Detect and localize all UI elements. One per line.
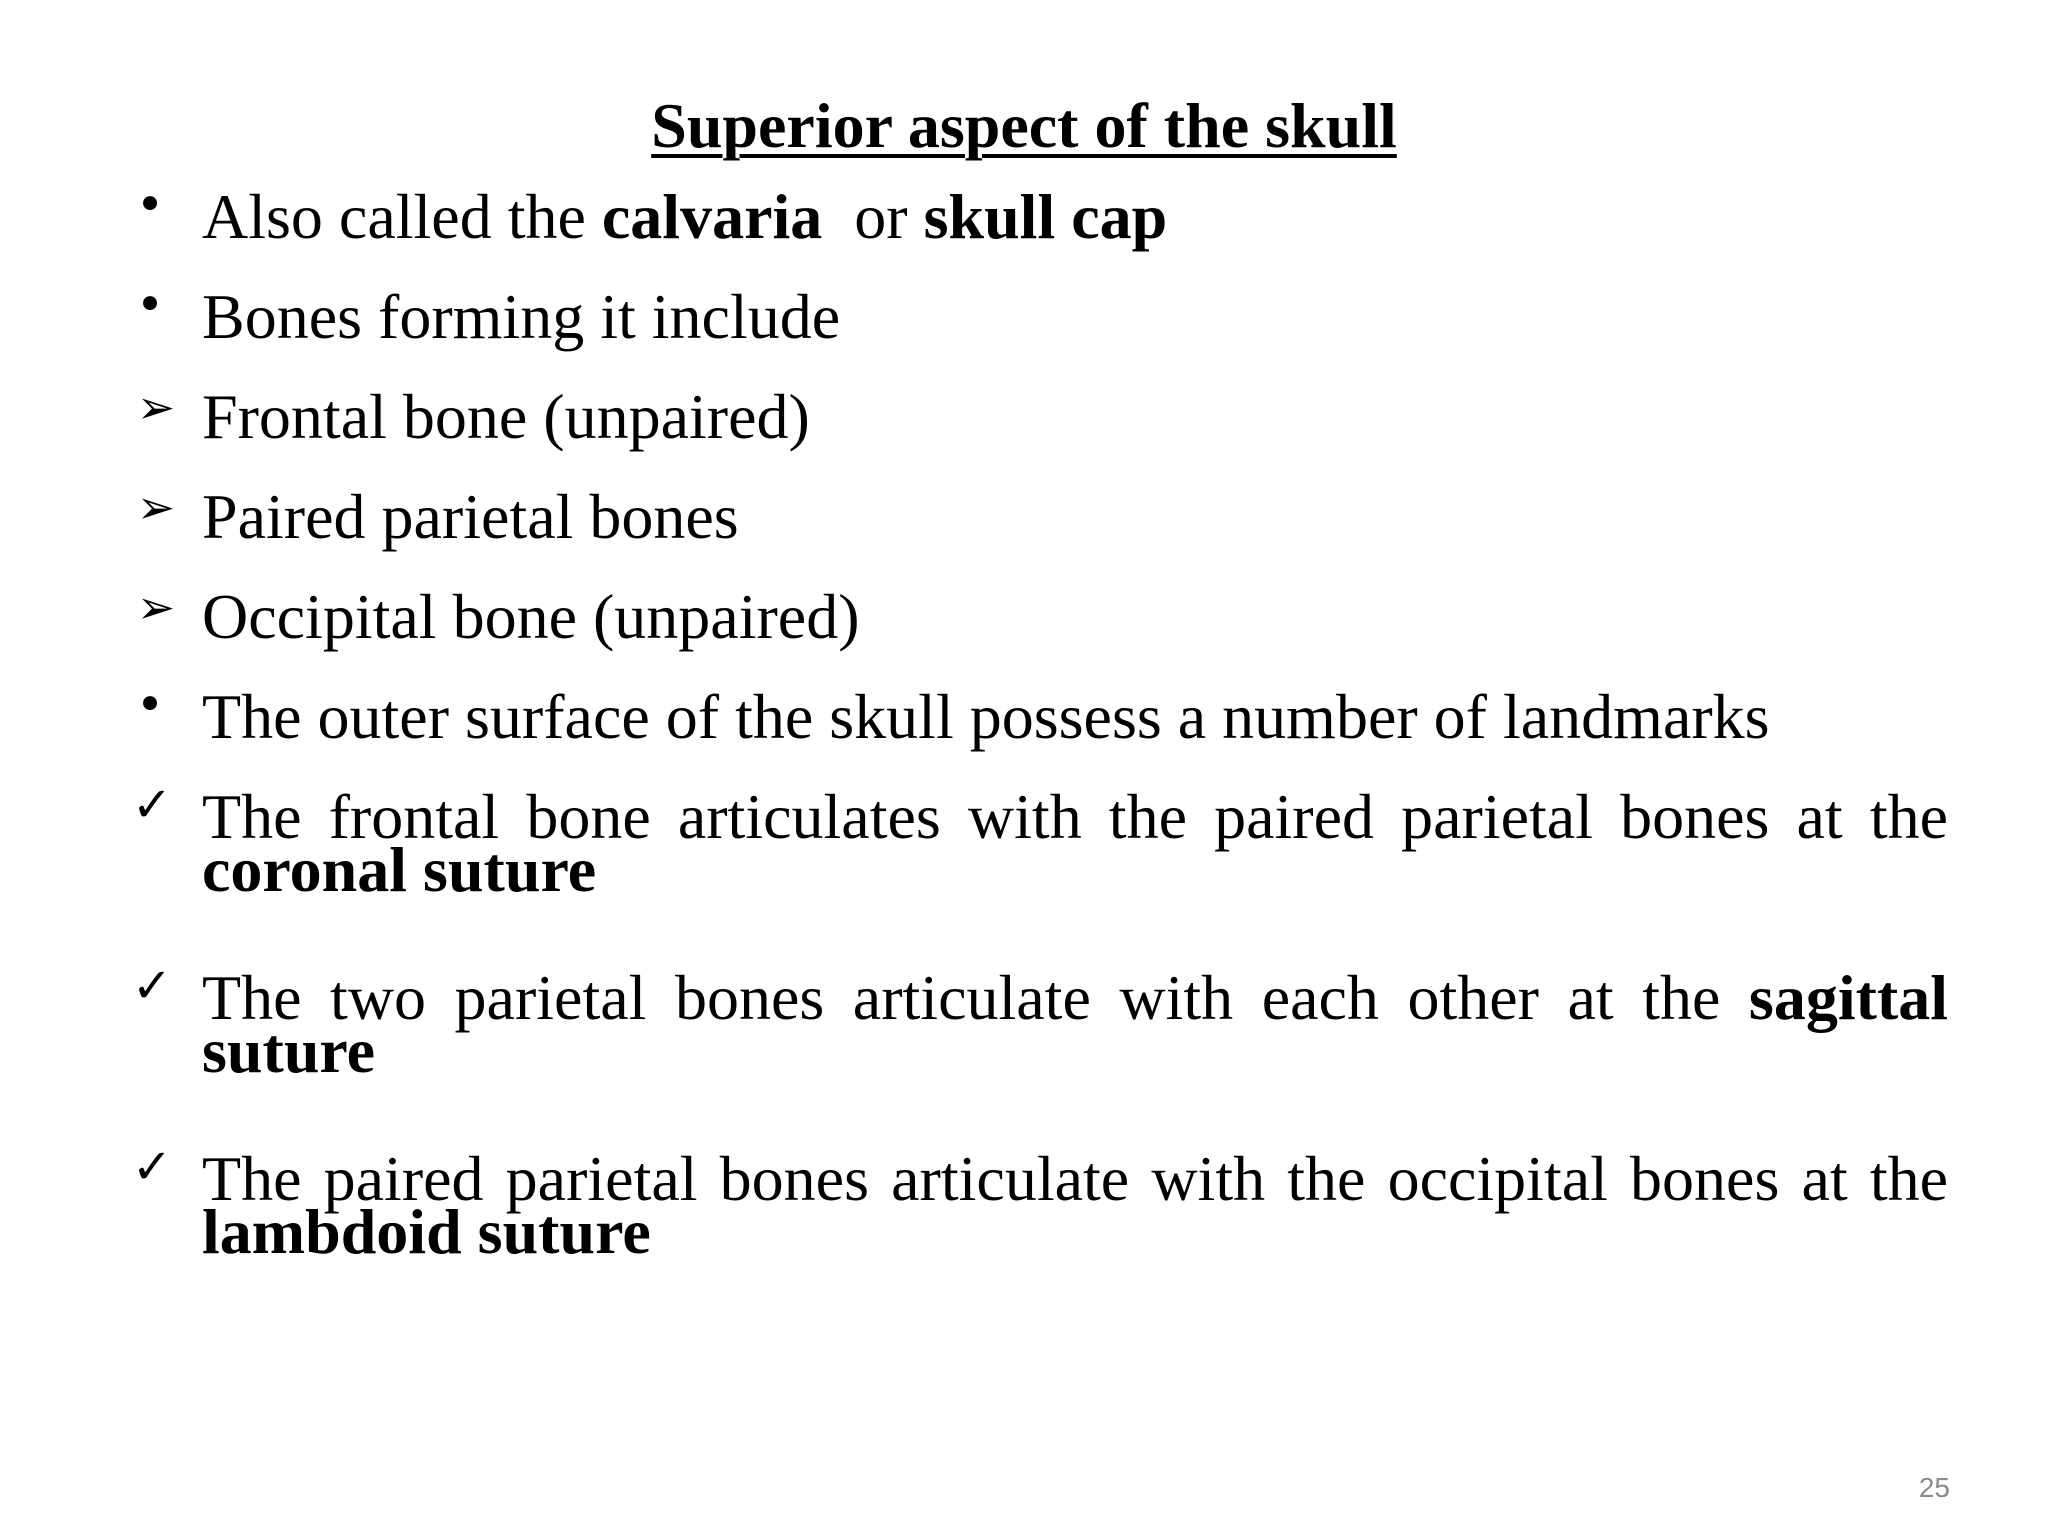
item-text-segment: The two parietal bones articulate with each other at the [202,962,1749,1033]
item-text [202,380,1948,452]
item-text [202,1142,1948,1267]
bullet-list [120,177,1948,1267]
list-item [120,580,1948,680]
list-item [120,380,1948,480]
item-text-bold: lambdoid suture [202,1196,651,1267]
arrow-bullet-icon: ➢ [136,380,176,434]
item-text-segment: The paired parietal bones articulate with the occipital bones at the [202,1143,1948,1214]
bullet-dot-icon: • [135,677,165,733]
item-text-segment: Frontal bone (unpaired) [202,381,810,452]
item-text [202,480,1948,552]
arrow-bullet-icon: ➢ [136,580,176,634]
list-item [120,177,1948,280]
item-text-bold: coronal suture [202,834,597,905]
item-text-bold: skull cap [923,181,1168,252]
item-text [202,580,1948,652]
checkmark-icon: ✓ [131,1139,173,1195]
list-item [120,480,1948,580]
item-text [202,280,1948,352]
arrow-bullet-icon: ➢ [136,480,176,534]
bullet-dot-icon: • [135,177,165,233]
item-text-segment: Bones forming it include [202,281,841,352]
item-text [202,780,1948,905]
item-text [202,961,1948,1086]
list-item [120,777,1948,961]
list-item [120,1139,1948,1267]
item-text-segment: Occipital bone (unpaired) [202,581,860,652]
item-text-bold: calvaria [601,181,823,252]
item-text-segment: or [822,181,924,252]
list-item [120,277,1948,380]
item-text-segment: Also called the [202,181,602,252]
bullet-dot-icon: • [135,277,165,333]
list-item [120,958,1948,1142]
item-text [202,680,1948,752]
checkmark-icon: ✓ [131,958,173,1014]
checkmark-icon: ✓ [131,777,173,833]
list-item [120,677,1948,780]
item-text-segment: The outer surface of the skull possess a number of landmarks [202,681,1770,752]
slide-title: Superior aspect of the skull [651,90,1397,161]
page-number: 25 [1918,1472,1950,1503]
item-text-segment: The frontal bone articulates with the paired parietal bones at the [202,781,1948,852]
item-text-segment: Paired parietal bones [202,481,739,552]
item-text [202,180,1948,252]
item-text-bold: sagittal suture [202,962,1948,1086]
